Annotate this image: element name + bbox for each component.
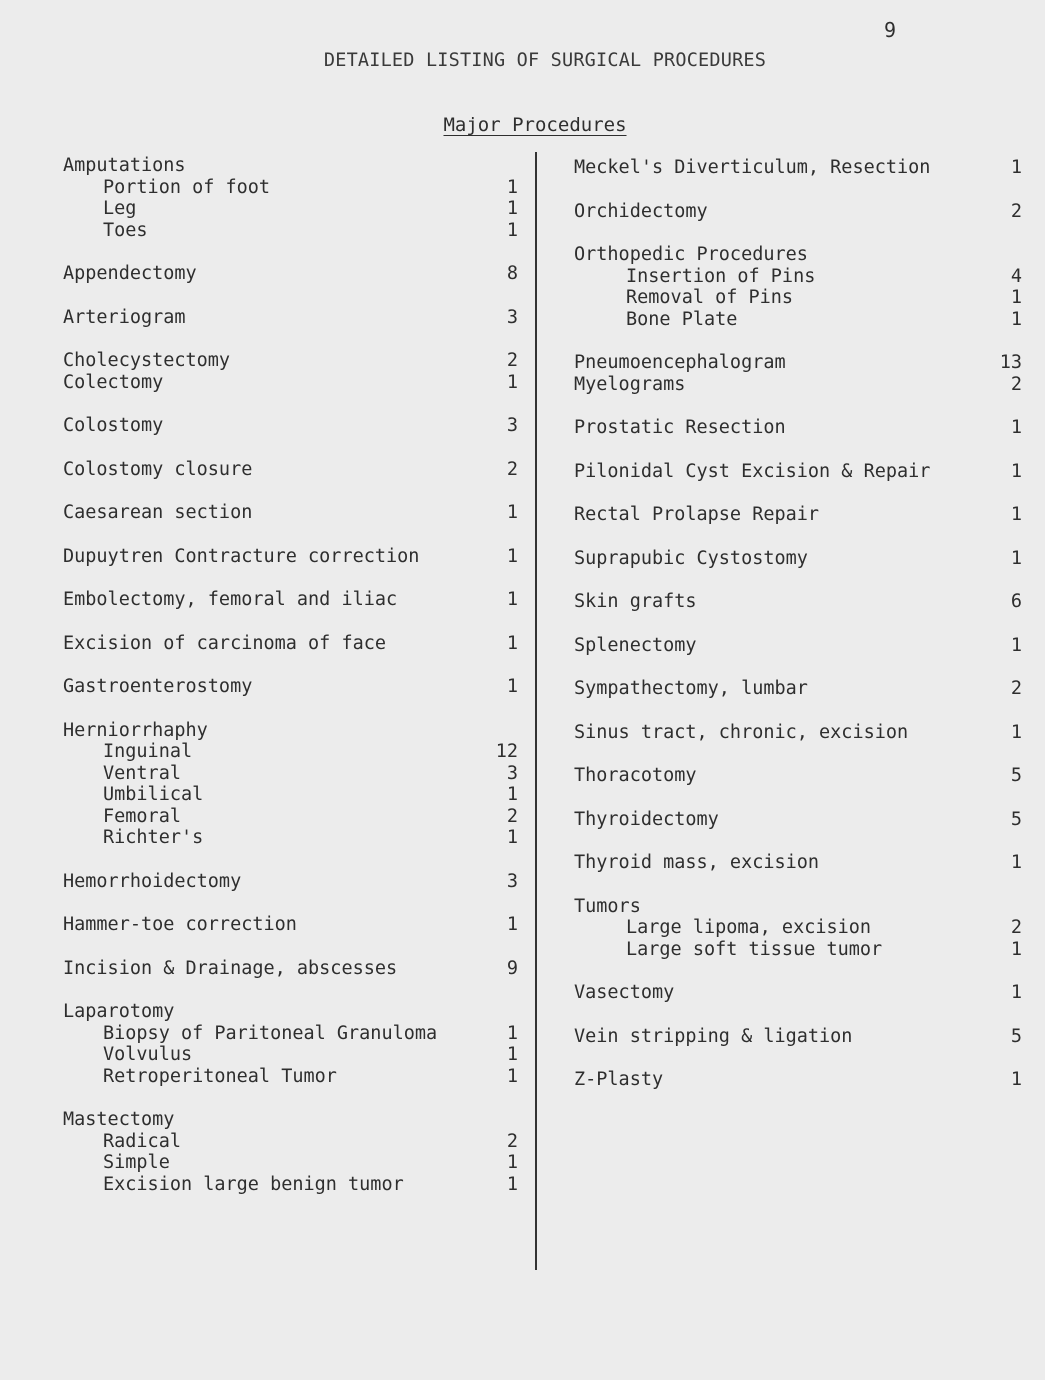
sub-procedure-row xyxy=(63,741,518,763)
sub-procedure-name: Simple xyxy=(103,1152,170,1173)
procedure-entry xyxy=(63,633,518,655)
page-number: 9 xyxy=(884,18,897,42)
procedure-name: Rectal Prolapse Repair xyxy=(574,504,820,525)
procedure-count: 3 xyxy=(506,415,518,436)
procedure-row xyxy=(63,958,518,980)
procedure-name: Colectomy xyxy=(63,371,164,393)
sub-procedure-count: 1 xyxy=(506,1065,518,1087)
procedure-name: Hammer-toe correction xyxy=(63,914,297,935)
sub-procedure-count: 1 xyxy=(1010,308,1022,330)
procedure-row xyxy=(574,417,1022,439)
procedure-entry xyxy=(63,589,518,611)
procedure-name: Z-Plasty xyxy=(574,1069,664,1090)
sub-procedure-row xyxy=(63,1174,518,1196)
procedure-count: 2 xyxy=(506,350,518,371)
sub-procedure-count: 3 xyxy=(506,762,518,784)
procedure-row xyxy=(574,982,1022,1004)
sub-procedure-row xyxy=(63,1066,518,1088)
procedure-count: 5 xyxy=(1010,1025,1022,1047)
procedure-entry xyxy=(574,982,1022,1004)
procedure-entry xyxy=(574,722,1022,744)
procedure-count: 5 xyxy=(1010,765,1022,786)
sub-procedure-row xyxy=(63,763,518,785)
procedure-entry xyxy=(574,896,1022,961)
procedure-count: 1 xyxy=(1010,417,1022,438)
procedure-count: 1 xyxy=(1010,157,1022,178)
procedure-entry xyxy=(574,417,1022,439)
column-divider xyxy=(535,152,537,1270)
procedure-name: Myelograms xyxy=(574,373,686,395)
procedure-row xyxy=(574,809,1022,831)
procedure-row xyxy=(63,720,518,742)
procedure-count: 1 xyxy=(1010,504,1022,525)
procedure-name: Tumors xyxy=(574,895,641,917)
procedure-entry xyxy=(574,374,1022,396)
procedure-count: 1 xyxy=(1010,634,1022,656)
procedure-name: Splenectomy xyxy=(574,634,697,656)
procedure-count: 1 xyxy=(506,502,518,523)
procedure-entry xyxy=(574,352,1022,374)
procedure-count: 2 xyxy=(1010,200,1022,222)
procedure-entry xyxy=(63,459,518,481)
sub-procedure-name: Radical xyxy=(103,1130,181,1152)
sub-procedure-count: 2 xyxy=(506,805,518,827)
procedure-row xyxy=(574,504,1022,526)
procedure-count: 1 xyxy=(506,632,518,654)
procedure-entry xyxy=(574,461,1022,483)
procedure-count: 3 xyxy=(506,306,518,328)
procedure-row xyxy=(574,157,1022,179)
procedure-row xyxy=(63,155,518,177)
sub-procedure-count: 1 xyxy=(1010,287,1022,308)
procedure-name: Orchidectomy xyxy=(574,200,708,222)
sub-procedure-name: Removal of Pins xyxy=(626,287,794,308)
procedure-name: Pneumoencephalogram xyxy=(574,352,786,373)
procedure-entry xyxy=(574,244,1022,330)
sub-procedure-row xyxy=(574,309,1022,331)
sub-procedure-name: Ventral xyxy=(103,762,181,784)
procedure-entry xyxy=(63,263,518,285)
procedure-entry xyxy=(63,415,518,437)
procedure-row xyxy=(574,548,1022,570)
sub-procedure-count: 1 xyxy=(506,1152,518,1173)
procedure-entry xyxy=(574,852,1022,874)
sub-procedure-count: 1 xyxy=(506,784,518,805)
procedure-row xyxy=(574,765,1022,787)
sub-procedure-name: Umbilical xyxy=(103,784,204,805)
procedure-count: 2 xyxy=(506,458,518,480)
procedure-name: Suprapubic Cystostomy xyxy=(574,547,808,569)
procedure-row xyxy=(63,546,518,568)
procedure-name: Laparotomy xyxy=(63,1001,175,1022)
procedure-count: 1 xyxy=(1010,852,1022,873)
sub-procedure-row xyxy=(63,1044,518,1066)
procedure-name: Arteriogram xyxy=(63,306,186,328)
sub-procedure-row xyxy=(63,1023,518,1045)
procedure-name: Sympathectomy, lumbar xyxy=(574,678,808,699)
procedure-count: 8 xyxy=(506,263,518,284)
sub-procedure-count: 1 xyxy=(1010,938,1022,960)
procedure-entry xyxy=(63,502,518,524)
document-title: DETAILED LISTING OF SURGICAL PROCEDURES xyxy=(323,50,767,71)
sub-procedure-name: Retroperitoneal Tumor xyxy=(103,1065,337,1087)
sub-procedure-count: 1 xyxy=(506,219,518,241)
sub-procedure-row xyxy=(63,220,518,242)
procedure-entry xyxy=(574,809,1022,831)
procedure-count: 3 xyxy=(506,870,518,892)
procedure-row xyxy=(63,914,518,936)
sub-procedure-count: 4 xyxy=(1010,265,1022,287)
procedure-row xyxy=(63,633,518,655)
sub-procedure-count: 1 xyxy=(506,198,518,219)
procedure-name: Sinus tract, chronic, excision xyxy=(574,721,909,743)
sub-procedure-count: 1 xyxy=(506,1044,518,1065)
sub-procedure-row xyxy=(63,177,518,199)
sub-procedure-name: Large lipoma, excision xyxy=(626,917,872,938)
procedure-entry xyxy=(63,1109,518,1195)
right-procedure-column xyxy=(574,157,1022,1113)
procedure-row xyxy=(574,852,1022,874)
section-heading-text: Major Procedures xyxy=(443,114,627,136)
procedure-row xyxy=(63,1001,518,1023)
sub-procedure-name: Excision large benign tumor xyxy=(103,1173,404,1195)
section-heading xyxy=(0,114,1045,136)
sub-procedure-count: 1 xyxy=(506,176,518,198)
procedure-row xyxy=(574,591,1022,613)
procedure-row xyxy=(574,201,1022,223)
sub-procedure-count: 12 xyxy=(495,741,518,762)
procedure-entry xyxy=(574,157,1022,179)
procedure-name: Gastroenterostomy xyxy=(63,676,253,697)
procedure-name: Appendectomy xyxy=(63,263,197,284)
sub-procedure-row xyxy=(574,287,1022,309)
procedure-count: 6 xyxy=(1010,591,1022,612)
procedure-entry xyxy=(574,591,1022,613)
procedure-name: Herniorrhaphy xyxy=(63,719,208,741)
procedure-row xyxy=(63,502,518,524)
sub-procedure-count: 2 xyxy=(506,1130,518,1152)
sub-procedure-name: Volvulus xyxy=(103,1044,193,1065)
procedure-name: Colostomy xyxy=(63,415,164,436)
procedure-entry xyxy=(63,871,518,893)
sub-procedure-row xyxy=(63,198,518,220)
sub-procedure-name: Richter's xyxy=(103,827,204,848)
procedure-name: Skin grafts xyxy=(574,591,697,612)
procedure-entry xyxy=(63,720,518,849)
procedure-count: 1 xyxy=(1010,721,1022,743)
procedure-count: 1 xyxy=(1010,547,1022,569)
procedure-row xyxy=(574,374,1022,396)
sub-procedure-count: 1 xyxy=(506,827,518,848)
sub-procedure-row xyxy=(574,939,1022,961)
procedure-entry xyxy=(574,548,1022,570)
procedure-name: Prostatic Resection xyxy=(574,417,786,438)
procedure-entry xyxy=(63,546,518,568)
procedure-row xyxy=(63,307,518,329)
procedure-count: 1 xyxy=(506,914,518,935)
sub-procedure-count: 1 xyxy=(506,1022,518,1044)
procedure-row xyxy=(574,722,1022,744)
procedure-count: 2 xyxy=(1010,678,1022,699)
procedure-name: Colostomy closure xyxy=(63,458,253,480)
sub-procedure-count: 1 xyxy=(506,1173,518,1195)
procedure-row xyxy=(574,461,1022,483)
procedure-name: Thyroidectomy xyxy=(574,808,719,830)
procedure-entry xyxy=(574,765,1022,787)
procedure-row xyxy=(574,1069,1022,1091)
sub-procedure-name: Portion of foot xyxy=(103,176,271,198)
procedure-entry xyxy=(63,1001,518,1087)
procedure-row xyxy=(63,589,518,611)
procedure-entry xyxy=(574,678,1022,700)
procedure-entry xyxy=(63,914,518,936)
procedure-row xyxy=(574,896,1022,918)
procedure-name: Vein stripping & ligation xyxy=(574,1025,853,1047)
procedure-entry xyxy=(574,1026,1022,1048)
procedure-entry xyxy=(63,676,518,698)
procedure-count: 1 xyxy=(1010,982,1022,1003)
sub-procedure-row xyxy=(574,917,1022,939)
sub-procedure-name: Insertion of Pins xyxy=(626,265,816,287)
sub-procedure-name: Inguinal xyxy=(103,741,193,762)
procedure-name: Mastectomy xyxy=(63,1109,175,1130)
procedure-entry xyxy=(574,201,1022,223)
sub-procedure-name: Femoral xyxy=(103,805,181,827)
procedure-count: 1 xyxy=(506,589,518,610)
sub-procedure-name: Toes xyxy=(103,219,148,241)
procedure-row xyxy=(63,263,518,285)
procedure-entry xyxy=(63,372,518,394)
procedure-count: 1 xyxy=(1010,1069,1022,1090)
procedure-name: Caesarean section xyxy=(63,502,253,523)
sub-procedure-count: 2 xyxy=(1010,917,1022,938)
sub-procedure-row xyxy=(63,1152,518,1174)
procedure-name: Excision of carcinoma of face xyxy=(63,632,387,654)
procedure-row xyxy=(574,635,1022,657)
procedure-row xyxy=(574,678,1022,700)
procedure-name: Orthopedic Procedures xyxy=(574,244,808,265)
procedure-count: 13 xyxy=(999,352,1022,373)
procedure-entry xyxy=(63,350,518,372)
procedure-name: Incision & Drainage, abscesses xyxy=(63,957,398,979)
sub-procedure-row xyxy=(574,266,1022,288)
procedure-row xyxy=(574,352,1022,374)
procedure-count: 1 xyxy=(506,676,518,697)
procedure-row xyxy=(63,676,518,698)
procedure-count: 1 xyxy=(506,545,518,567)
left-procedure-column xyxy=(63,155,518,1217)
sub-procedure-name: Biopsy of Paritoneal Granuloma xyxy=(103,1022,438,1044)
sub-procedure-name: Bone Plate xyxy=(626,308,738,330)
procedure-row xyxy=(63,415,518,437)
procedure-count: 2 xyxy=(1010,373,1022,395)
procedure-entry xyxy=(574,635,1022,657)
sub-procedure-row xyxy=(63,827,518,849)
procedure-entry xyxy=(63,958,518,980)
procedure-name: Cholecystectomy xyxy=(63,350,231,371)
procedure-name: Dupuytren Contracture correction xyxy=(63,545,420,567)
procedure-name: Vasectomy xyxy=(574,982,675,1003)
procedure-row xyxy=(63,459,518,481)
procedure-row xyxy=(63,1109,518,1131)
procedure-entry xyxy=(574,504,1022,526)
sub-procedure-row xyxy=(63,1131,518,1153)
procedure-name: Amputations xyxy=(63,155,186,176)
procedure-entry xyxy=(63,155,518,241)
procedure-count: 1 xyxy=(1010,460,1022,482)
procedure-name: Thoracotomy xyxy=(574,765,697,786)
sub-procedure-row xyxy=(63,784,518,806)
procedure-count: 1 xyxy=(506,371,518,393)
procedure-row xyxy=(574,244,1022,266)
procedure-row xyxy=(63,372,518,394)
procedure-name: Meckel's Diverticulum, Resection xyxy=(574,157,931,178)
procedure-name: Pilonidal Cyst Excision & Repair xyxy=(574,460,931,482)
procedure-row xyxy=(63,350,518,372)
sub-procedure-name: Large soft tissue tumor xyxy=(626,938,883,960)
sub-procedure-name: Leg xyxy=(103,198,137,219)
procedure-count: 9 xyxy=(506,957,518,979)
procedure-row xyxy=(63,871,518,893)
procedure-entry xyxy=(63,307,518,329)
procedure-name: Embolectomy, femoral and iliac xyxy=(63,589,398,610)
procedure-row xyxy=(574,1026,1022,1048)
procedure-count: 5 xyxy=(1010,808,1022,830)
sub-procedure-row xyxy=(63,806,518,828)
procedure-name: Thyroid mass, excision xyxy=(574,852,820,873)
procedure-entry xyxy=(574,1069,1022,1091)
procedure-name: Hemorrhoidectomy xyxy=(63,870,242,892)
